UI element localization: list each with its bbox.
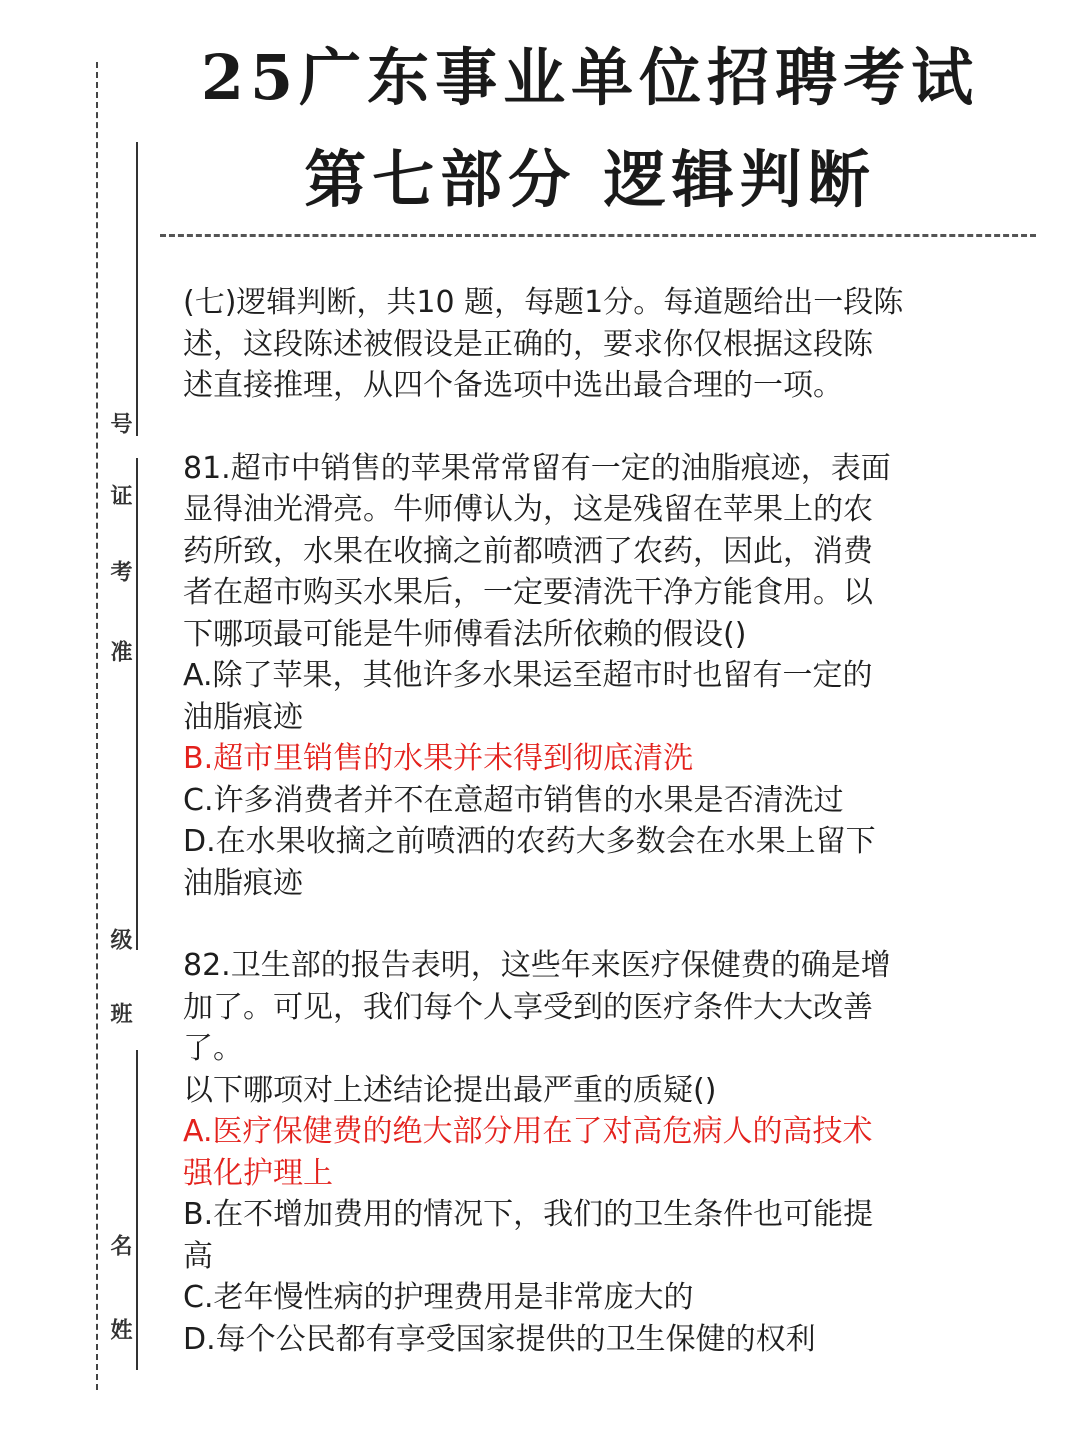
option-line: B.在不增加费用的情况下，我们的卫生条件也可能提 bbox=[183, 1197, 874, 1232]
option-a-correct bbox=[183, 1111, 1053, 1194]
option-d bbox=[183, 821, 1053, 904]
option-line: D.每个公民都有享受国家提供的卫生保健的权利 bbox=[183, 1321, 816, 1357]
question-81 bbox=[183, 448, 1053, 905]
content-body bbox=[183, 282, 1053, 1360]
option-c bbox=[183, 780, 1053, 822]
option-line: C.老年慢性病的护理费用是非常庞大的 bbox=[183, 1280, 694, 1315]
section-title: 第七部分 逻辑判断 bbox=[304, 143, 876, 216]
binding-dashed-line bbox=[96, 62, 98, 1390]
side-label-xing: 姓 bbox=[107, 1318, 133, 1340]
name-line bbox=[136, 1050, 138, 1370]
option-line: B.超市里销售的水果并未得到彻底清洗 bbox=[183, 741, 694, 776]
option-b bbox=[183, 1194, 1053, 1277]
question-82 bbox=[183, 945, 1053, 1360]
side-label-zheng: 证 bbox=[107, 484, 133, 506]
option-line: 强化护理上 bbox=[183, 1155, 333, 1191]
intro-line: 述，这段陈述被假设是正确的，要求你仅根据这段陈 bbox=[183, 326, 873, 362]
side-label-hao: 号 bbox=[107, 412, 133, 434]
side-label-ming: 名 bbox=[107, 1234, 133, 1256]
question-stem-line: 82.卫生部的报告表明，这些年来医疗保健费的确是增 bbox=[183, 948, 891, 983]
page-title: 25广东事业单位招聘考试 bbox=[200, 41, 980, 114]
option-line: C.许多消费者并不在意超市销售的水果是否清洗过 bbox=[183, 782, 844, 818]
question-stem-line: 以下哪项对上述结论提出最严重的质疑() bbox=[183, 1072, 717, 1108]
option-b-correct bbox=[183, 738, 1053, 780]
question-stem-line: 加了。可见，我们每个人享受到的医疗条件大大改善 bbox=[183, 989, 873, 1025]
exam-number-line bbox=[136, 142, 138, 436]
option-d bbox=[183, 1319, 1053, 1361]
question-stem-line: 81.超市中销售的苹果常常留有一定的油脂痕迹，表面 bbox=[183, 450, 891, 486]
option-line: A.医疗保健费的绝大部分用在了对高危病人的高技术 bbox=[183, 1114, 873, 1149]
option-line: 油脂痕迹 bbox=[183, 699, 303, 735]
side-label-kao: 考 bbox=[107, 560, 133, 582]
question-stem-line: 下哪项最可能是牛师傅看法所依赖的假设() bbox=[183, 616, 747, 652]
option-line: D.在水果收摘之前喷洒的农药大多数会在水果上留下 bbox=[183, 824, 876, 859]
header-divider bbox=[160, 234, 1036, 237]
option-line: A.除了苹果，其他许多水果运至超市时也留有一定的 bbox=[183, 658, 873, 693]
question-stem-line: 显得油光滑亮。牛师傅认为，这是残留在苹果上的农 bbox=[183, 492, 873, 527]
option-line: 高 bbox=[183, 1238, 213, 1274]
class-line bbox=[136, 458, 138, 950]
question-stem-line: 了。 bbox=[183, 1031, 243, 1066]
option-c bbox=[183, 1277, 1053, 1319]
intro-paragraph bbox=[183, 282, 1053, 407]
side-label-ji: 级 bbox=[107, 928, 133, 950]
intro-line: 述直接推理，从四个备选项中选出最合理的一项。 bbox=[183, 368, 843, 403]
option-a bbox=[183, 655, 1053, 738]
side-label-ban: 班 bbox=[107, 1002, 133, 1024]
question-stem-line: 药所致，水果在收摘之前都喷洒了农药，因此，消费 bbox=[183, 533, 873, 569]
option-line: 油脂痕迹 bbox=[183, 865, 303, 901]
side-label-zhun: 准 bbox=[107, 640, 133, 662]
question-stem-line: 者在超市购买水果后，一定要清洗干净方能食用。以 bbox=[183, 575, 873, 610]
intro-line: (七)逻辑判断，共10 题，每题1分。每道题给出一段陈 bbox=[183, 285, 904, 320]
